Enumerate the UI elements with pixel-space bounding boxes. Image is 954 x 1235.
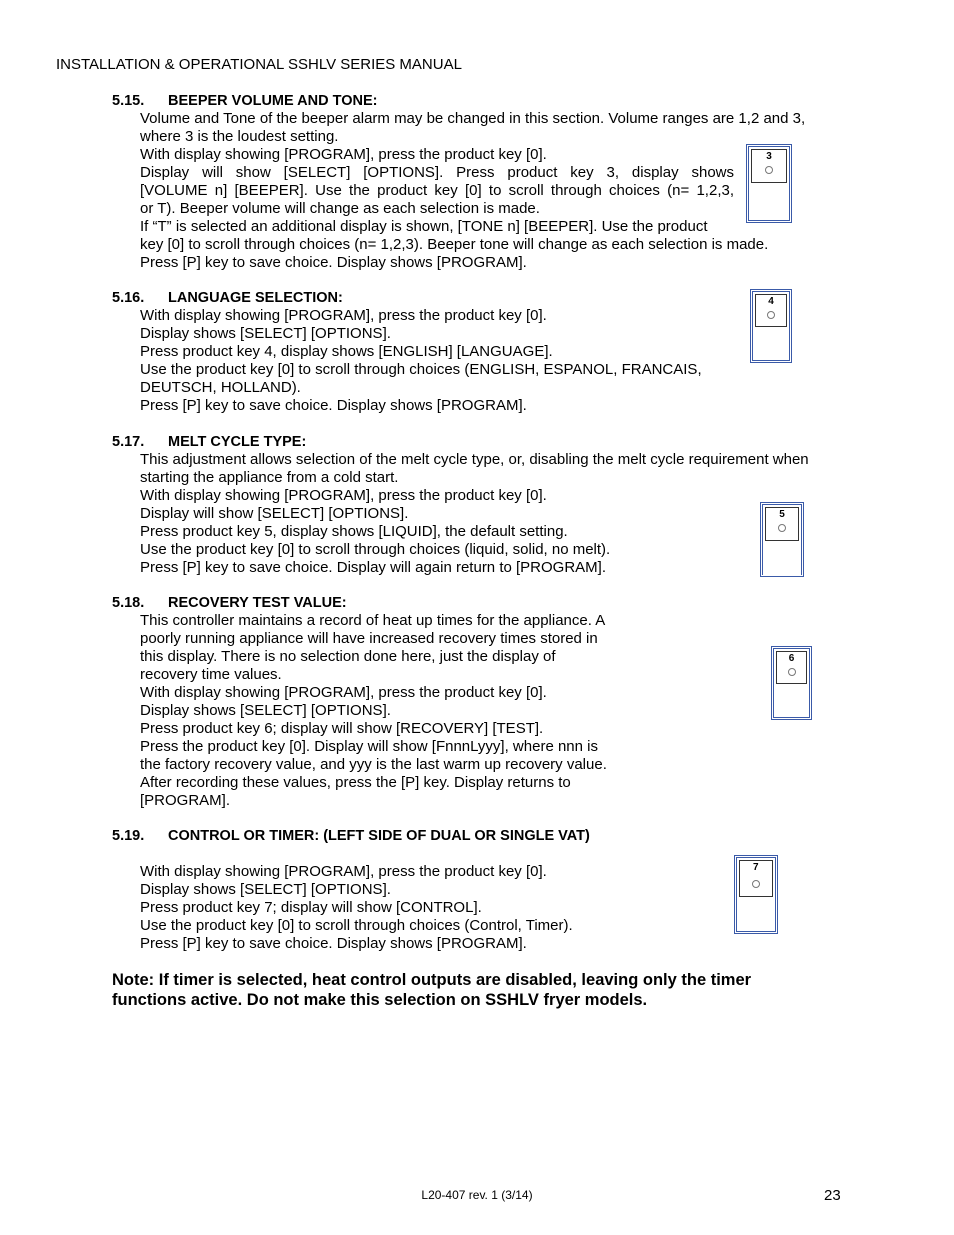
section-5-15: [112, 92, 805, 272]
text-line: poorly running appliance will have increased recovery times stored in: [140, 630, 598, 647]
product-key-4: [752, 291, 790, 361]
section-heading: MELT CYCLE TYPE:: [168, 434, 307, 450]
key-face: [739, 860, 773, 897]
led-indicator-icon: [778, 524, 786, 532]
text-line: where 3 is the loudest setting.: [140, 128, 339, 145]
section-5-18: [112, 594, 607, 810]
text-line: starting the appliance from a cold start.: [140, 469, 399, 486]
section-number: 5.17.: [112, 434, 145, 450]
text-line: recovery time values.: [140, 666, 282, 683]
text-line: this display. There is no selection done here, just the display of: [140, 648, 556, 665]
section-body: [140, 612, 607, 810]
key-face: [765, 507, 799, 541]
key-face: [751, 149, 787, 183]
text-line: Display will show [SELECT] [OPTIONS].: [140, 505, 409, 522]
page-number: 23: [824, 1187, 841, 1204]
text-line: Display shows [SELECT] [OPTIONS].: [140, 881, 391, 898]
section-number: 5.16.: [112, 290, 145, 306]
document-revision: L20-407 rev. 1 (3/14): [421, 1188, 533, 1202]
section-title: [112, 289, 702, 307]
text-line: Press [P] key to save choice. Display shows [PROGRAM].: [140, 935, 527, 952]
product-key-5: [762, 504, 802, 575]
text-line: This adjustment allows selection of the melt cycle type, or, disabling the melt cycle requirement when: [140, 451, 809, 468]
text-line: With display showing [PROGRAM], press the product key [0].: [140, 487, 547, 504]
text-line: Press [P] key to save choice. Display will again return to [PROGRAM].: [140, 559, 607, 576]
text-line: With display showing [PROGRAM], press the product key [0].: [140, 684, 547, 701]
text-line: DEUTSCH, HOLLAND).: [140, 379, 301, 396]
text-line: Press product key 6; display will show [RECOVERY] [TEST].: [140, 720, 544, 737]
section-number: 5.19.: [112, 828, 145, 844]
led-indicator-icon: [752, 880, 760, 888]
product-key-6: [773, 648, 810, 718]
text-line: [PROGRAM].: [140, 792, 231, 809]
key-number: 7: [753, 862, 759, 873]
text-line: With display showing [PROGRAM], press the product key [0].: [140, 307, 547, 324]
key-number: 6: [788, 653, 795, 664]
section-5-16: [112, 289, 702, 415]
text-line: key [0] to scroll through choices (n= 1,2,3). Beeper tone will change as each selection is made.: [140, 236, 769, 253]
key-face: [755, 294, 787, 327]
section-title: [112, 433, 809, 451]
text-line: Press product key 7; display will show [CONTROL].: [140, 899, 482, 916]
section-number: 5.18.: [112, 595, 145, 611]
text-line: Press product key 5, display shows [LIQUID], the default setting.: [140, 523, 568, 540]
section-body: [140, 110, 805, 272]
product-key-3: [748, 146, 790, 221]
led-indicator-icon: [765, 166, 773, 174]
text-line: Press [P] key to save choice. Display shows [PROGRAM].: [140, 397, 527, 414]
section-title: [112, 827, 590, 845]
section-number: 5.15.: [112, 93, 145, 109]
key-number: 3: [766, 151, 772, 162]
text-line: Display shows [SELECT] [OPTIONS].: [140, 325, 391, 342]
text-line: or T). Beeper volume will change as each selection is made.: [140, 200, 540, 217]
section-body: [140, 863, 590, 953]
text-line: [VOLUME n] [BEEPER]. Use the product key [0] to scroll through choices (n= 1,2,3,: [140, 182, 734, 199]
note-warning: Note: If timer is selected, heat control outputs are disabled, leaving only the timer functions active. Do not make this selection on SSHLV fryer models.: [112, 971, 752, 1009]
section-5-17: [112, 433, 809, 577]
text-line: Display will show [SELECT] [OPTIONS]. Press product key 3, display shows: [140, 164, 734, 181]
section-title: [112, 92, 805, 110]
text-line: Press the product key [0]. Display will show [FnnnLyyy], where nnn is: [140, 738, 598, 755]
led-indicator-icon: [788, 668, 796, 676]
section-heading: CONTROL OR TIMER: (LEFT SIDE OF DUAL OR SINGLE VAT): [168, 828, 590, 844]
text-line: Volume and Tone of the beeper alarm may be changed in this section. Volume ranges are 1,2 and 3,: [140, 110, 806, 127]
text-line: Use the product key [0] to scroll through choices (Control, Timer).: [140, 917, 573, 934]
page-header: INSTALLATION & OPERATIONAL SSHLV SERIES MANUAL: [56, 56, 462, 73]
text-line: Press [P] key to save choice. Display shows [PROGRAM].: [140, 254, 527, 271]
text-line: Use the product key [0] to scroll through choices (liquid, solid, no melt).: [140, 541, 611, 558]
text-line: Press product key 4, display shows [ENGLISH] [LANGUAGE].: [140, 343, 553, 360]
text-line: With display showing [PROGRAM], press the product key [0].: [140, 146, 547, 163]
text-line: With display showing [PROGRAM], press the product key [0].: [140, 863, 547, 880]
section-5-19: [112, 827, 590, 953]
key-number: 5: [779, 509, 785, 520]
text-line: If “T” is selected an additional display is shown, [TONE n] [BEEPER]. Use the product: [140, 218, 708, 235]
text-line: Display shows [SELECT] [OPTIONS].: [140, 702, 391, 719]
section-heading: BEEPER VOLUME AND TONE:: [168, 93, 378, 109]
text-line: the factory recovery value, and yyy is the last warm up recovery value.: [140, 756, 607, 773]
key-face: [776, 651, 807, 684]
led-indicator-icon: [767, 311, 775, 319]
text-line: This controller maintains a record of heat up times for the appliance. A: [140, 612, 606, 629]
section-title: [112, 594, 607, 612]
section-body: [140, 451, 809, 577]
key-number: 4: [768, 296, 774, 307]
text-line: After recording these values, press the [P] key. Display returns to: [140, 774, 571, 791]
section-heading: LANGUAGE SELECTION:: [168, 290, 343, 306]
section-body: [140, 307, 702, 415]
product-key-7: [736, 857, 776, 932]
text-line: Use the product key [0] to scroll through choices (ENGLISH, ESPANOL, FRANCAIS,: [140, 361, 702, 378]
section-heading: RECOVERY TEST VALUE:: [168, 595, 347, 611]
